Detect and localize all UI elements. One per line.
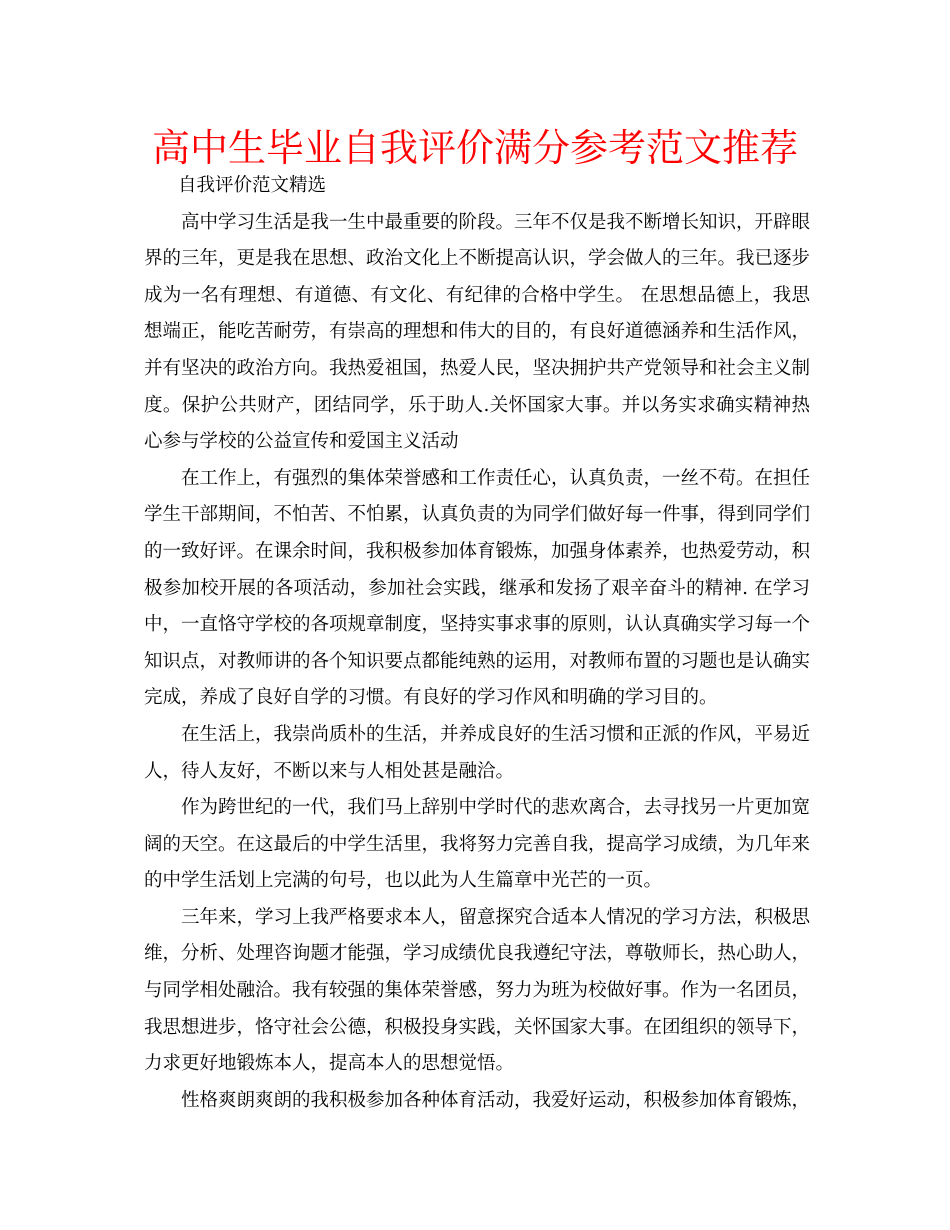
paragraph-1: 高中学习生活是我一生中最重要的阶段。三年不仅是我不断增长知识，开辟眼界的三年，更是我在思想、政治文化上不断提高认识，学会做人的三年。我已逐步成为一名有理想、有道德、有文化、有纪律的合格中学生。 在思想品德上，我思想端正，能吃苦耐劳，有崇高的理想和伟大的目的，有良好道德涵养和生活作风，并有坚决的政治方向。我热爱祖国，热爱人民，坚决拥护共产党领导和社会主义制度。保护公共财产，团结同学，乐于助人.关怀国家大事。并以务实求确实精神热心参与学校的公益宣传和爱国主义活动: [144, 211, 811, 453]
paragraph-4: 作为跨世纪的一代，我们马上辞别中学时代的悲欢离合，去寻找另一片更加宽阔的天空。在这最后的中学生活里，我将努力完善自我，提高学习成绩，为几年来的中学生活划上完满的句号，也以此为人生篇章中光芒的一页。: [144, 797, 811, 892]
paragraph-3: 在生活上，我崇尚质朴的生活，并养成良好的生活习惯和正派的作风，平易近人，待人友好，不断以来与人相处甚是融洽。: [144, 723, 811, 782]
document-body: [144, 168, 810, 1119]
page-title: 高中生毕业自我评价满分参考范文推荐: [151, 126, 798, 170]
paragraph-6: 性格爽朗爽朗的我积极参加各种体育活动，我爱好运动，积极参加体育锻炼，: [181, 1089, 811, 1111]
paragraph-2: 在工作上，有强烈的集体荣誉感和工作责任心，认真负责，一丝不苟。在担任学生干部期间，不怕苦、不怕累，认真负责的为同学们做好每一件事，得到同学们的一致好评。在课余时间，我积极参加体育锻炼，加强身体素养，也热爱劳动，积极参加校开展的各项活动，参加社会实践，继承和发扬了艰辛奋斗的精神. 在学习中，一直恪守学校的各项规章制度，坚持实事求事的原则，认认真确实学习每一个知识点，对教师讲的各个知识要点都能纯熟的运用，对教师布置的习题也是认确实完成，养成了良好自学的习惯。有良好的学习作风和明确的学习目的。: [144, 467, 811, 709]
section-subtitle: 自我评价范文精选: [178, 175, 327, 196]
paragraph-5: 三年来，学习上我严格要求本人，留意探究合适本人情况的学习方法，积极思维，分析、处理咨询题才能强，学习成绩优良我遵纪守法，尊敬师长，热心助人，与同学相处融洽。我有较强的集体荣誉感，努力为班为校做好事。作为一名团员，我思想进步，恪守社会公德，积极投身实践，关怀国家大事。在团组织的领导下，力求更好地锻炼本人，提高本人的思想觉悟。: [144, 906, 811, 1075]
